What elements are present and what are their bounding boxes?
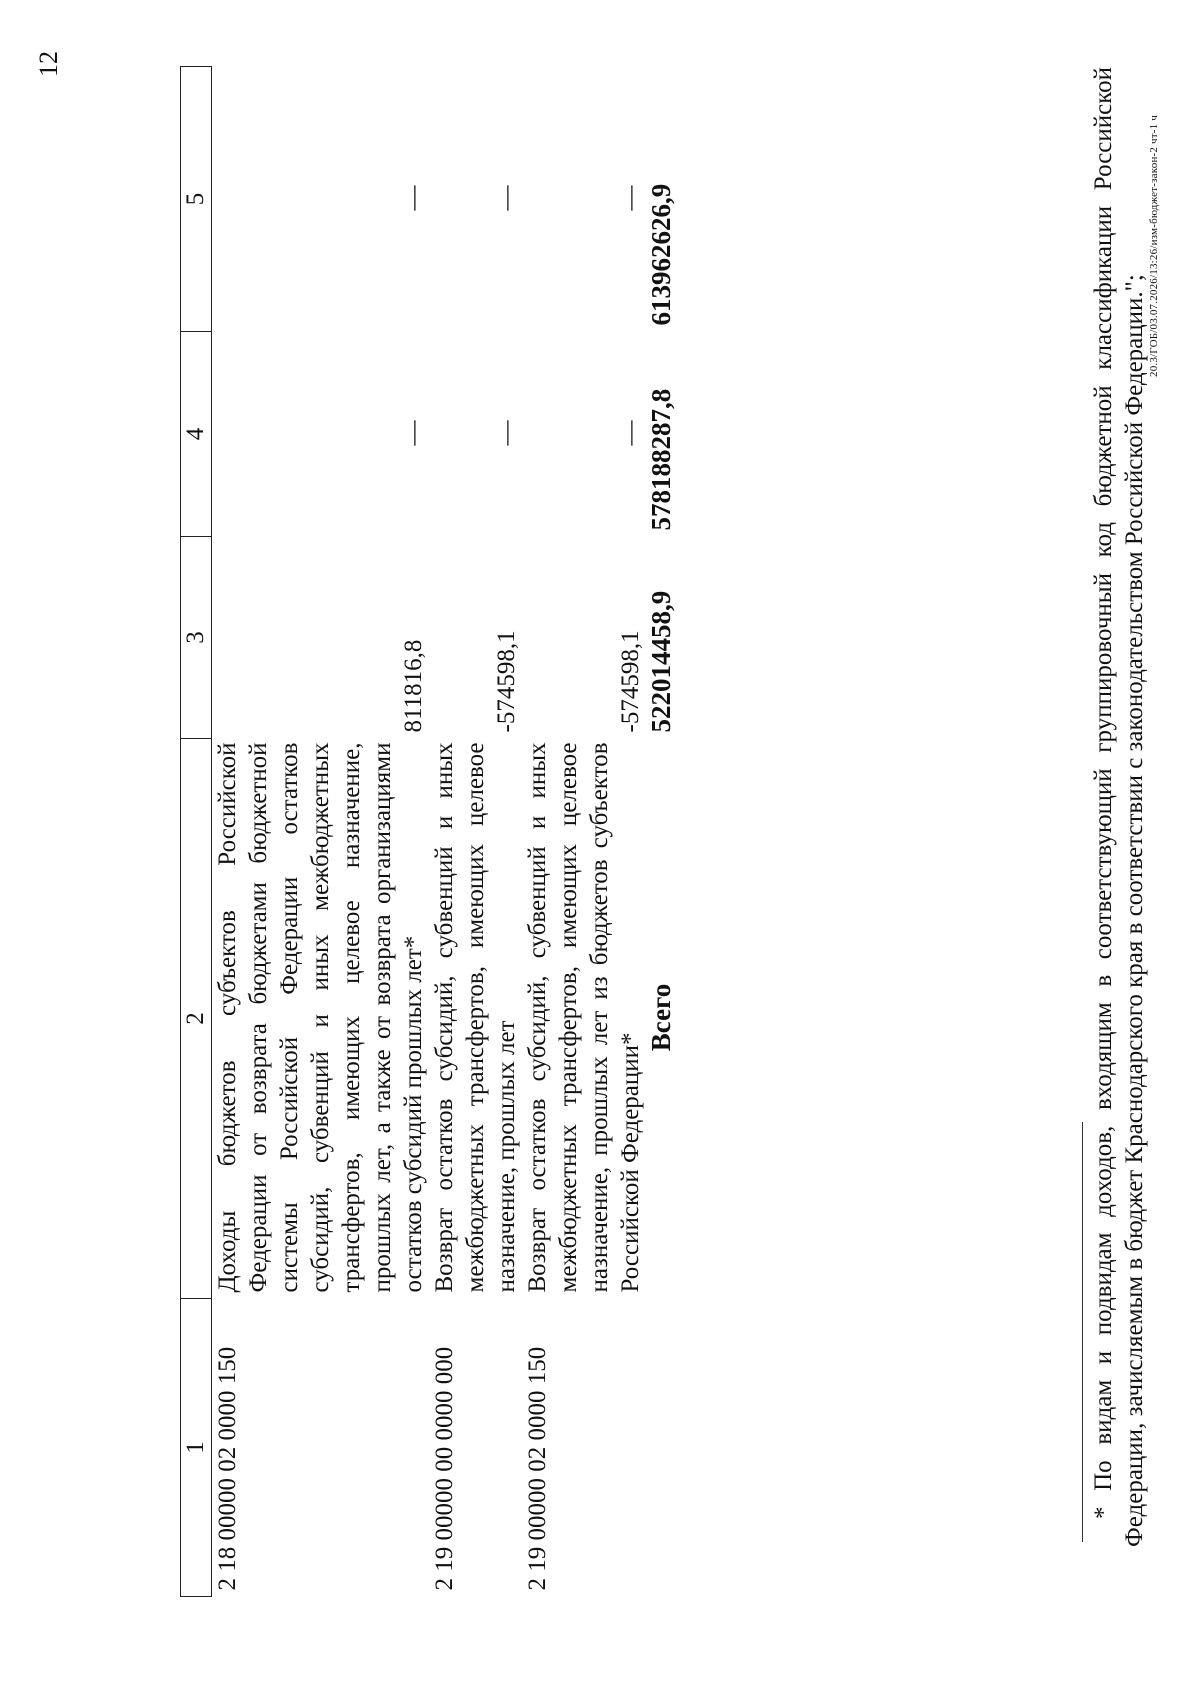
total-col5: 613962626,9 (646, 183, 676, 326)
header-col-3: 3 (181, 537, 212, 739)
row-col4: — (617, 420, 644, 446)
row-col3: 811816,8 (400, 639, 427, 733)
table-row (429, 67, 522, 1597)
table-row (522, 67, 646, 1597)
row-col3: -574598,1 (617, 630, 644, 733)
page-number: 12 (34, 51, 63, 77)
row-name: Возврат остатков субсидий, субвенций и иных межбюджетных трансфертов, имеющих целевое назначение, прошлых лет из бюджетов субъектов Российской Федерации* (524, 742, 644, 1293)
header-col-1: 1 (181, 1299, 212, 1597)
table-row (212, 67, 430, 1597)
row-col4: — (493, 420, 520, 446)
row-col5: — (400, 185, 427, 211)
total-empty-cell (646, 1299, 677, 1597)
table-total-row (646, 67, 677, 1597)
row-name: Возврат остатков субсидий, субвенций и иных межбюджетных трансфертов, имеющих целевое назначение, прошлых лет (431, 742, 520, 1293)
budget-table (180, 66, 677, 1597)
row-col5: — (493, 185, 520, 211)
footnote: * По видам и подвидам доходов, входящим в соответствующий группировочный код бюджетной классификации Российской Федерации, зачисляемым в бюджет Краснодарского края в соответствии с законодательством Российской Федерации."; (1090, 67, 1148, 1547)
row-name: Доходы бюджетов субъектов Российской Федерации от возврата бюджетами бюджетной системы Российской Федерации остатков субсидий, субвенций и иных межбюджетных трансфертов, имеющих целевое назначение, прошлых лет, а также от возврата организациями остатков субсидий прошлых лет* (214, 742, 427, 1293)
print-stamp: 20.3/ГОБ/03.07.2026/13:26/изм-бюджет-закон-2 чт-1 ч (1148, 114, 1160, 377)
table-header-row (181, 67, 212, 1597)
header-col-4: 4 (181, 332, 212, 537)
header-col-2: 2 (181, 739, 212, 1299)
header-col-5: 5 (181, 67, 212, 332)
row-code: 2 19 00000 02 0000 150 (524, 1346, 551, 1591)
row-code: 2 19 00000 00 0000 000 (431, 1346, 458, 1591)
total-col4: 578188287,8 (646, 388, 676, 531)
total-label: Всего (646, 983, 676, 1052)
total-col3: 522014458,9 (646, 590, 676, 733)
row-code: 2 18 00000 02 0000 150 (214, 1346, 241, 1591)
row-col3: -574598,1 (493, 630, 520, 733)
row-col5: — (617, 185, 644, 211)
row-col4: — (400, 420, 427, 446)
footnote-divider (1082, 1122, 1083, 1542)
